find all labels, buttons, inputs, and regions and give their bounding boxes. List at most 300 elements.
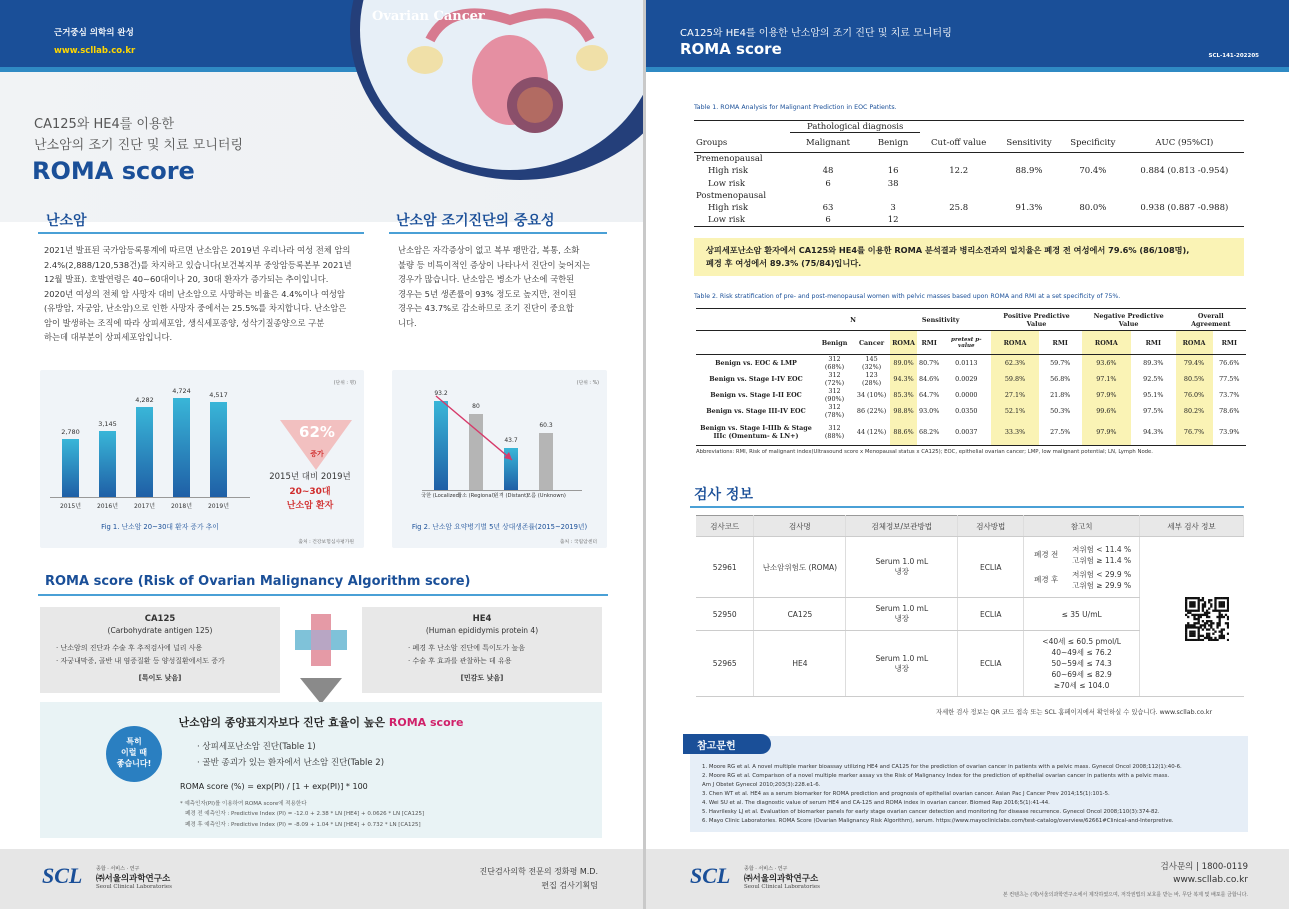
t2-sub-rmi: RMI [1052,338,1068,347]
ref-line: 50~59세 ≤ 74.3 [1051,659,1112,668]
t2-row-label: Benign vs. Stage I-IV EOC [709,375,803,383]
cover-inner-circle [360,0,643,170]
t2-cell: 97.5% [1143,407,1164,415]
t1-cell [920,177,997,189]
formula-post: 폐경 후 예측인자 : Predictive Index (PI) = -8.09 + 1.04 * LN [HE4] + 0.732 * LN [CA125] [185,822,421,828]
fig2-caption: Fig 2. 난소암 요약병기별 5년 상대생존률(2015~2019년) [411,523,588,531]
t1-blank [920,121,997,133]
footer-site[interactable]: www.scllab.co.kr [1173,875,1248,885]
t2-cell: 0.0350 [955,407,978,415]
he4-bullet2: · 수술 후 효과를 관찰하는 데 유용 [408,657,512,665]
reference-range [1024,631,1140,697]
specimen-volume: Serum 1.0 mL [875,557,929,566]
t1-row [694,153,1244,165]
t1-col-auc: AUC (95%CI) [1155,137,1214,148]
fig2-unit: (단위 : %) [576,381,599,386]
table2-caption: Table 2. Risk stratification of pre- and post-menopausal women with pelvic masses based upon ROMA and RMI at a set specificity of 75%. [694,293,1121,300]
footer-org: ㈜서울의과학연구소 [744,874,819,884]
footer-org-en: Seoul Clinical Laboratories [96,884,172,890]
test-code: 52950 [696,598,754,631]
cover-label: Ovarian Cancer [372,9,485,24]
fig1-badge-label: 증가 [310,450,324,458]
paragraph-line: 니다. [398,317,417,328]
right-page [646,0,1289,909]
t2-cell: 99.6% [1082,403,1131,419]
t1-col-benign: Benign [877,137,909,148]
ref-line: <40세 ≤ 60.5 pmol/L [1042,637,1121,646]
t1-cell [920,190,997,202]
left-page [0,0,643,909]
paragraph-line: 2.4%(2,888/120,538건)를 차지하고 있습니다(보건복지부 중앙암등록본부 2021년 [44,259,352,270]
t1-cell: 12.2 [949,166,969,177]
t2-sub-roma: ROMA [890,331,917,355]
t2-row [696,387,1246,403]
roma-result-title-hl: ROMA score [388,716,464,729]
test-name: HE4 [754,631,846,697]
he4-bullet1: · 폐경 후 난소암 진단에 특이도가 높음 [408,644,526,652]
footer-org: ㈜서울의과학연구소 [96,874,171,884]
t2-cell: 89.0% [890,355,917,372]
t2-cell: 68.2% [919,427,940,436]
t1-cell: 63 [822,203,834,214]
specimen-volume: Serum 1.0 mL [875,653,929,663]
highlight-line1: 상피세포난소암 환자에서 CA125와 HE4를 이용한 ROMA 분석결과 병리소견과의 일치율은 폐경 전 여성에서 79.6% (86/108명), [706,245,1190,255]
t1-col-cutoff: Cut-off value [931,137,987,148]
t1-row [694,165,1244,177]
paragraph-line: 난소암은 자각증상이 없고 복부 팽만감, 복통, 소화 [398,245,580,255]
ref-values [1072,544,1131,566]
test-method: ECLIA [958,537,1024,598]
t2-cell: 56.8% [1050,375,1071,383]
t1-cell: 88.9% [1015,166,1043,177]
roma-section-title: ROMA score (Risk of Ovarian Malignancy Algorithm score) [45,574,471,589]
t2-cell: 76.0% [1176,387,1213,403]
t2-sub-cancer: Cancer [858,338,885,347]
t3-col-header: 검사방법 [958,516,1024,537]
roma-result-title-pre: 난소암의 종양표지자보다 진단 효율이 높은 [178,716,389,729]
t1-cell [997,214,1061,226]
he4-spec: [민감도 낮음] [460,674,504,682]
specimen [846,598,958,631]
paragraph-line: 불량 등 비특이적인 증상이 나타나서 진단이 늦어지는 [398,259,591,270]
t1-group: Low risk [708,215,746,226]
t1-cell [1061,214,1125,226]
t2-cell: 77.5% [1219,375,1240,383]
reference-item: 2. Moore RG et al. Comparison of a novel multiple marker assay vs the Risk of Malignancy Index for the prediction of epithelial ovarian cancer in patients with a pelvic mass. [702,773,1170,779]
section-divider [389,232,607,234]
ca125-bullet1: · 난소암의 진단과 수술 후 추적검사에 널리 사용 [56,644,203,652]
ref-line: 60~69세 ≤ 82.9 [1051,670,1112,679]
t1-blank [1061,121,1125,133]
uterus-illustration [360,0,643,170]
t1-cell: 91.3% [1015,203,1043,214]
t2-row [696,355,1246,372]
fig1-bar [173,398,190,497]
ref-line: 40~49세 ≤ 76.2 [1051,648,1112,657]
fig1-tick-label: 2018년 [170,503,193,510]
fig1-note2: 20~30대 [289,487,331,497]
t2-cell: 89.3% [1143,359,1164,367]
t1-cell: 6 [825,178,831,189]
paragraph-line: 경우는 43.7%로 감소하므로 조기 진단이 중요합 [398,303,574,313]
t2-sub-rmi: RMI [1145,338,1161,347]
left-footer [0,849,643,909]
ref-block [1034,569,1139,591]
paragraph-line: 하는데 대부분이 상피세포암입니다. [44,332,173,342]
fig1-note3: 난소암 환자 [286,501,334,511]
test-code: 52965 [696,631,754,697]
section-early-dx-text [398,243,608,330]
fig1-note1: 2015년 대비 2019년 [269,472,351,482]
fig1-caption: Fig 1. 난소암 20~30대 환자 증가 추이 [101,523,219,531]
site-link[interactable]: www.scllab.co.kr [54,46,136,56]
t1-cell [997,190,1061,202]
test-method: ECLIA [958,631,1024,697]
fig1-tick-label: 2015년 [59,503,82,510]
t1-blank [997,121,1061,133]
ref-line: ≥70세 ≤ 104.0 [1053,681,1110,690]
reference-item: Am J Obstet Gynecol 2010;203(3):228.e1-6. [702,782,821,788]
t3-col-header: 검사명 [754,516,846,537]
section-ovarian-cancer-title: 난소암 [46,213,87,229]
paragraph-line: 12월 발표). 호발연령은 40~60대이나 20, 30대 환자가 증가되는 추이입니다. [44,274,329,284]
t2-cell: 0.0000 [955,391,978,399]
t2-cell: 88.6% [890,419,917,445]
t1-cell [1061,190,1125,202]
t2-cell: 0.0037 [955,427,978,436]
fig1-value-label: 4,282 [135,396,154,405]
plus-icon [293,612,349,668]
fig1-tick-label: 2017년 [133,503,156,510]
t1-cell: 16 [887,166,899,177]
t2-cell: 59.8% [991,371,1039,387]
fig1-value-label: 3,145 [98,419,117,428]
t2-cell: 93.0% [919,407,940,415]
paragraph-line: (유방암, 자궁암, 난소암)으로 인한 사망자 중에서는 25.5%를 차지합니다. 난소암은 [44,303,347,313]
ca125-box [40,607,280,693]
ref-phase: 폐경 후 [1034,575,1059,584]
fig1-bar [99,431,116,497]
badge-line3: 좋습니다! [116,759,152,768]
t2-col-sens: Sensitivity [921,315,960,324]
page-title: ROMA score [32,157,195,185]
t2-row-label: Benign vs. Stage I-II EOC [710,391,802,399]
t1-row [694,190,1244,202]
t1-cell [920,214,997,226]
t2-row [696,403,1246,419]
reference-item: 1. Moore RG et al. A novel multiple marker bioassay utilizing HE4 and CA125 for the prediction of ovarian cancer in patients with a pelvic mass. Gynecol Oncol 2008;112(1):40-6. [702,764,1182,770]
subtitle-line1: CA125와 HE4를 이용한 [34,117,175,132]
fig1-tick-label: 2019년 [207,503,230,510]
t2-sub-benign: Benign [821,338,848,347]
paragraph-line: 경우는 5년 생존률이 93% 정도로 높지만, 전이된 [398,288,577,299]
fig1-bar [210,402,227,497]
reference-item: 6. Mayo Clinic Laboratories. ROMA Score (Ovarian Malignancy Risk Algorithm), serum. https://www.mayocliniclabs.com/test-catalog/overview/62661#Clinical-and-Interpretive. [702,818,1174,824]
badge-good-for [106,726,162,782]
t1-cell: 48 [822,166,834,177]
section-ovarian-cancer-text [44,243,366,345]
ref-line: 고위험 ≥ 29.9 % [1072,580,1132,590]
fig2-tick-label: 국소 (Regional) [456,493,496,499]
paragraph-line: 경우가 많습니다. 난소암은 병소가 난소에 국한된 [398,274,575,284]
t2-row [696,419,1246,445]
roma-formula: ROMA score (%) = exp(PI) / [1 + exp(PI)] * 100 [180,782,368,791]
fig1-bar [136,407,153,497]
t2-cell: 44 (12%) [856,427,887,436]
right-footer [646,849,1289,909]
t2-cell: 34 (10%) [856,391,887,399]
t1-cell [790,190,866,202]
t1-group: High risk [708,203,749,214]
ref-line: 저위험 < 29.9 % [1072,569,1132,579]
t2-cell: 145 (32%) [861,355,882,371]
ref-line: 저위험 < 11.4 % [1072,544,1132,554]
fig2-source: 출처 : 국립암센터 [559,540,597,545]
t3-col-header: 검체정보/보관방법 [846,516,958,537]
he4-full: (Human epididymis protein 4) [425,626,539,635]
t2-cell: 33.3% [991,419,1039,445]
fig2-tick-label: 원격 (Distant) [493,493,529,499]
he4-name: HE4 [472,614,492,624]
table2-abbreviations: Abbreviations: RMI, Risk of malignant index(Ultrasound score x Menopausal status x CA125); EOC, epithelial ovarian cancer; LMP, low malignant potential; LN, Lymph Node. [696,449,1153,455]
use-case-2: · 골반 종괴가 있는 환자에서 난소암 진단(Table 2) [197,758,385,768]
reference-range [1024,537,1140,598]
ref-phase: 폐경 전 [1034,550,1059,559]
fig2-decline-arrow [432,390,532,470]
section-divider [38,594,608,596]
t1-cell [920,153,997,165]
t2-cell: 312 (88%) [824,423,845,440]
reference-item: 3. Chen WT et al. HE4 as a serum biomarker for ROMA prediction and prognosis of epithelial ovarian cancer. Asian Pac J Cancer Prev 2014;15(1):101-5. [702,791,1110,797]
t2-row [696,371,1246,387]
t1-cell: 6 [825,215,831,226]
roma-result-box [40,702,602,838]
t2-cell: 50.3% [1050,407,1071,415]
fig2-tick-label: 모름 (Unknown) [526,493,566,499]
t1-group: Low risk [708,178,746,189]
t1-cell: 38 [887,178,899,189]
t2-cell: 123 (28%) [861,371,882,387]
t2-cell: 59.7% [1050,359,1071,367]
table1-caption: Table 1. ROMA Analysis for Malignant Prediction in EOC Patients. [694,104,897,111]
fig1-value-label: 2,780 [61,427,80,436]
t2-cell: 97.1% [1082,371,1131,387]
ca125-bullet2: · 자궁내막증, 골반 내 염증질환 등 양성질환에서도 증가 [56,657,225,665]
t1-cell [1125,177,1244,189]
formula-note: * 예측인자(PI)를 이용하여 ROMA score에 적용한다 [180,801,307,807]
t2-sub-roma: ROMA [991,331,1039,355]
fig1-value-label: 4,517 [209,391,228,400]
fig1-value-label: 4,724 [172,386,191,395]
t2-cell: 86 (22%) [856,407,887,415]
t1-cell [997,153,1061,165]
t2-sub-rmi: RMI [921,338,937,347]
t2-cell: 94.3% [1143,427,1164,436]
fig2-axis [422,490,582,491]
section-divider [690,506,1244,508]
qr-code-icon[interactable] [1185,597,1229,641]
footer-org-en: Seoul Clinical Laboratories [744,884,820,890]
specimen-volume: Serum 1.0 mL [875,604,929,613]
t1-cell: 25.8 [949,203,969,214]
ca125-spec: [특이도 낮음] [138,674,182,682]
t1-group: Premenopausal [696,154,763,165]
t3-col-header: 세부 검사 정보 [1140,516,1244,537]
t2-col-oa: Overall Agreement [1191,311,1231,328]
t2-cell: 27.1% [991,387,1039,403]
t1-cell [1061,177,1125,189]
t2-cell: 312 (68%) [824,355,845,371]
fig1-chart [40,370,364,548]
t1-row [694,214,1244,226]
table1 [694,120,1244,227]
t2-cell: 21.8% [1050,391,1071,399]
fig2-value-label: 60.3 [539,421,553,429]
fig2-value-label: 43.7 [504,437,518,445]
t2-cell: 80.5% [1176,371,1213,387]
fig1-tick-label: 2016년 [96,503,119,510]
t1-cell [1125,153,1244,165]
header-title: ROMA score [680,40,782,58]
references-list [702,763,1242,826]
test-name: 난소암위험도 (ROMA) [754,537,846,598]
t1-cell: 3 [890,203,896,214]
t2-cell: 92.5% [1143,375,1164,383]
t1-blank [694,121,790,133]
specimen-storage: 냉장 [894,663,910,673]
t2-cell: 80.2% [1176,403,1213,419]
t1-cell [1061,153,1125,165]
footer-author: 진단검사의학 전문의 정화평 M.D. [479,867,598,876]
t2-col-ppv: Positive Predictive Value [1003,311,1070,328]
t2-col-blank [696,309,816,331]
test-name: CA125 [754,598,846,631]
t2-cell: 0.0029 [955,375,978,383]
header-subtitle: CA125와 HE4를 이용한 난소암의 조기 진단 및 치료 모니터링 [680,28,952,39]
t1-path-header: Pathological diagnosis [790,121,920,133]
t2-sub-blank [696,331,816,355]
footer-copyright: 본 컨텐츠는 (재)서울의과학연구소에서 제작하였으며, 저작권법의 보호를 받는 바, 무단 복제 및 배포를 금합니다. [1002,892,1248,898]
t3-col-header: 검사코드 [696,516,754,537]
t2-cell: 79.4% [1176,355,1213,372]
reference-range [1024,598,1140,631]
t3-col-header: 참고치 [1024,516,1140,537]
reference-item: 5. Havrilesky LJ et al. Evaluation of biomarker panels for early stage ovarian cancer detection and monitoring for disease recurrence. Gynecol Oncol 2008;110(3):374-82. [702,809,1160,815]
test-method: ECLIA [958,598,1024,631]
t2-cell: 27.5% [1050,427,1071,436]
paragraph-line: 2021년 발표된 국가암등록통계에 따르면 난소암은 2019년 우리나라 여성 전체 암의 [44,245,351,255]
fig2-tick-label: 국한 (Localized) [421,493,461,499]
t1-cell [866,153,920,165]
section-divider [38,232,364,234]
footer-tagline: 종합 · 서비스 · 연구 [96,866,140,872]
t1-cell [1125,214,1244,226]
t2-cell: 73.7% [1219,391,1240,399]
t2-col-npv: Negative Predictive Value [1093,311,1164,328]
fig2-value-label: 80 [472,403,480,410]
reference-item: 4. Wei SU et al. The diagnostic value of serum HE4 and CA-125 and ROMA index in ovarian cancer. Biomed Rep 2016;5(1):41-44. [702,800,1050,806]
t3-row [696,537,1244,598]
fig1-axis [50,497,250,498]
t2-sub-roma: ROMA [1176,331,1213,355]
t2-cell: 98.8% [890,403,917,419]
t2-cell: 62.3% [991,355,1039,372]
brand-tagline: 근거중심 의학의 완성 [54,28,134,38]
fig2-value-label: 93.2 [434,390,448,398]
footer-tagline: 종합 · 서비스 · 연구 [744,866,788,872]
t2-row-label: Benign vs. EOC & LMP [715,359,797,367]
formula-pre: 폐경 전 예측인자 : Predictive Index (PI) = -12.0 + 2.38 * LN [HE4] + 0.0626 * LN [CA125] [185,811,425,817]
fig1-unit: (단위 : 명) [333,381,356,386]
t1-cell: 12 [887,215,899,226]
t2-cell: 84.6% [919,375,940,383]
t2-col-n: N [850,315,856,324]
t1-cell: 0.938 (0.887 -0.988) [1140,203,1229,214]
paragraph-line: 2020년 여성의 전체 암 사망자 대비 난소암으로 사망하는 비율은 4.4%이나 여성암 [44,288,345,299]
t1-header-row [694,133,1244,153]
ref-line: 고위험 ≥ 11.4 % [1072,555,1132,565]
t2-row-label: Benign vs. Stage I-IIIb & Stage IIIc (Omentum- & LN+) [700,423,812,440]
fig2-chart [392,370,607,548]
table2 [696,308,1246,446]
subtitle-line2: 난소암의 조기 진단 및 치료 모니터링 [34,138,244,153]
t2-cell: 78.6% [1219,407,1240,415]
t2-cell: 76.7% [1176,419,1213,445]
highlight-line2: 폐경 후 여성에서 89.3% (75/84)입니다. [706,258,862,268]
t2-cell: 95.1% [1143,391,1164,399]
ref-values [1072,569,1131,591]
t2-cell: 94.3% [890,371,917,387]
fig1-source: 출처 : 건강보험심사평가원 [298,540,354,545]
t1-header-row [694,121,1244,133]
fig1-bar [62,439,79,497]
scl-logo: SCL [690,863,731,888]
highlight-box [694,238,1244,276]
t2-cell: 312 (72%) [824,371,845,387]
t1-cell: 80.0% [1079,203,1107,214]
ca125-full: (Carbohydrate antigen 125) [107,626,213,635]
specimen-storage: 냉장 [894,567,910,576]
footer-contact: 검사문의 | 1800-0119 [1160,862,1248,872]
fig1-badge-pct: 62% [299,423,335,441]
doc-code: SCL-141-202205 [1208,53,1259,59]
t1-row [694,177,1244,189]
ca125-name: CA125 [144,614,176,624]
scl-logo: SCL [42,863,83,888]
test-info-title: 검사 정보 [694,487,753,503]
t2-cell: 73.9% [1219,427,1240,436]
t1-cell [866,190,920,202]
use-case-1: · 상피세포난소암 진단(Table 1) [197,742,316,752]
t1-row [694,202,1244,214]
t2-cell: 93.6% [1082,355,1131,372]
badge-line2: 이럴 때 [121,748,147,757]
t2-cell: 97.9% [1082,387,1131,403]
fig2-bar [539,433,553,490]
t2-sub-rmi: RMI [1221,338,1237,347]
specimen-storage: 냉장 [894,614,910,623]
t1-cell: 70.4% [1079,166,1107,177]
t2-cell: 85.3% [890,387,917,403]
t1-blank [1125,121,1244,133]
t2-cell: 0.0113 [955,359,978,367]
t2-sub-pvalue: pretest p-value [951,336,982,349]
t2-cell: 76.6% [1219,359,1240,367]
test-info-table [696,515,1244,697]
t2-cell: 312 (90%) [824,387,845,403]
test-code: 52961 [696,537,754,598]
t1-cell [997,177,1061,189]
